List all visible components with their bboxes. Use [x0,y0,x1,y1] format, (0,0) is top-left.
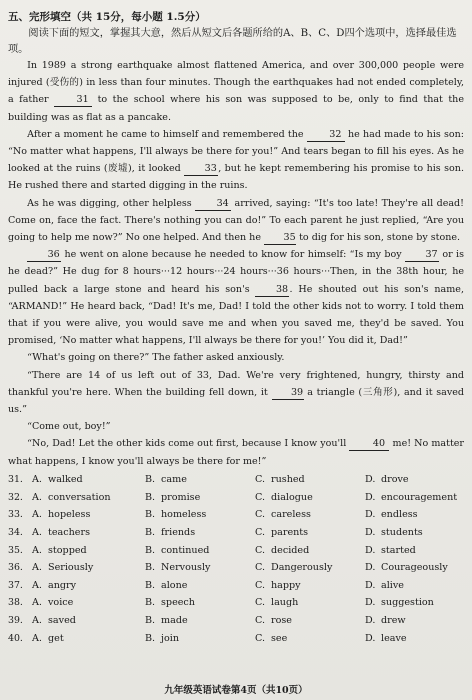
option-letter: B. [145,579,156,591]
option-text: rose [271,614,292,626]
option-letter: A. [32,509,42,521]
option-a[interactable] [32,545,145,556]
option-letter: C. [255,614,266,626]
option-letter: B. [145,632,156,644]
blank-36: 36 [27,248,61,262]
passage-text: or is he dead?” He dug for 8 hours···12 hours···24 hours···36 hours···Then, in the 38th hour, he pulled back a large stone and heard his son's [8,249,464,295]
option-text: decided [271,544,310,556]
option-d[interactable] [365,615,464,626]
option-letter: D. [365,579,376,591]
option-letter: C. [255,544,266,556]
option-text: friends [161,526,196,538]
option-b[interactable] [145,633,255,644]
answer-options [8,471,464,647]
option-text: join [161,632,179,644]
question-number: 40. [8,632,23,644]
option-letter: C. [255,509,266,521]
option-a[interactable] [32,492,145,503]
blank-32: 32 [307,128,345,142]
option-letter: A. [32,526,42,538]
option-row [8,524,464,542]
option-letter: C. [255,562,266,574]
passage-text: arrived, saying: “It's too late! They're all dead! Come on, face the fact. There's nothing you can do!” To each parent he just replied, “Are you going to help me now?” No one helped. And then he [8,197,464,244]
option-letter: D. [365,509,376,521]
option-text: careless [271,509,311,521]
passage-text: As he was digging, other helpless [27,197,192,209]
question-number: 35. [8,544,23,556]
option-b[interactable] [145,509,255,520]
option-letter: C. [255,632,266,644]
cloze-passage [8,57,464,470]
option-a[interactable] [32,615,145,626]
option-c[interactable] [255,492,365,503]
passage-paragraph-6 [8,367,464,419]
question-number: 32. [8,491,23,503]
chinese-gloss: 受伤的 [49,77,80,89]
passage-paragraph-8 [8,435,464,469]
option-letter: C. [255,491,266,503]
option-text: Dangerously [271,562,333,574]
page-footer: 九年级英语试卷第4页（共10页） [164,685,308,696]
option-text: parents [271,526,309,538]
passage-text: he had made to his son: “No matter what happens, I'll always be there for you!” And tears began to fill his eyes. As he looked at the ruins ( [8,128,464,175]
passage-text: a triangle ( [307,386,363,398]
option-letter: B. [145,509,156,521]
blank-39: 39 [272,386,304,400]
option-letter: B. [145,526,156,538]
option-letter: A. [32,544,42,556]
option-text: alive [381,579,404,591]
option-letter: A. [32,579,42,591]
chinese-gloss: 三角形 [362,386,394,398]
question-number: 34. [8,526,23,538]
option-letter: B. [145,597,156,609]
passage-text: me! No matter what happens, I know you'll always be there for me!” [8,438,464,467]
option-letter: D. [365,597,376,609]
passage-paragraph-2 [8,126,464,195]
option-text: laugh [271,597,299,609]
option-letter: D. [365,544,376,556]
passage-text: In 1989 a strong earthquake almost flattened America, and over 300,000 people were injured ( [8,60,464,89]
option-text: homeless [161,509,207,521]
option-text: stopped [48,544,87,556]
option-d[interactable] [365,492,464,503]
option-c[interactable] [255,474,365,485]
option-c[interactable] [255,615,365,626]
option-a[interactable] [32,633,145,644]
blank-37: 37 [405,248,439,262]
option-text: get [48,632,64,644]
option-letter: D. [365,562,376,574]
passage-text: he went on alone because he needed to know for himself: “Is my boy [64,249,402,261]
option-b[interactable] [145,545,255,556]
passage-paragraph-4 [8,246,464,349]
option-letter: A. [32,597,42,609]
option-c[interactable] [255,562,365,573]
option-d[interactable] [365,580,464,591]
option-row [8,559,464,577]
option-text: voice [48,597,74,609]
option-a[interactable] [32,562,145,573]
question-number: 31. [8,474,23,486]
option-letter: B. [145,491,156,503]
option-row [8,612,464,630]
option-letter: D. [365,526,376,538]
option-text: made [161,614,188,626]
option-letter: D. [365,474,376,486]
option-text: saved [48,614,76,626]
option-letter: D. [365,614,376,626]
passage-paragraph-5: “What's going on there?” The father asked anxiously. [27,352,285,364]
option-letter: A. [32,474,42,486]
blank-33: 33 [184,162,218,176]
option-text: happy [271,579,301,591]
option-letter: C. [255,474,266,486]
option-letter: D. [365,491,376,503]
option-letter: C. [255,597,266,609]
option-text: Courageously [381,562,448,574]
option-text: teachers [48,526,90,538]
option-letter: B. [145,562,156,574]
option-text: drove [381,474,409,486]
option-text: encouragement [381,491,458,503]
option-c[interactable] [255,545,365,556]
chinese-gloss: 废墟 [107,163,129,175]
option-text: suggestion [381,597,434,609]
option-text: endless [381,509,418,521]
option-row [8,629,464,647]
option-b[interactable] [145,492,255,503]
option-text: dialogue [271,491,313,503]
option-b[interactable] [145,580,255,591]
option-text: Seriously [48,562,94,574]
passage-paragraph-3 [8,195,464,247]
option-d[interactable] [365,509,464,520]
option-row [8,541,464,559]
option-text: see [271,632,288,644]
option-text: alone [161,579,188,591]
passage-text: “There are 14 of us left out of 33, Dad. We're very frightened, hungry, thirsty and thankful you're here. When the building fell down, it [8,369,464,398]
passage-text: . He shouted out his son's name, “ARMAND!” He heard back, “Dad! It's me, Dad! I told the other kids not to worry. I told them that if you were alive, you would save me and when you saved me, they'd be saved. You promised, ‘No matter what happens, I'll always be there for you!’ You did it, Dad!” [8,283,464,347]
option-c[interactable] [255,527,365,538]
option-letter: B. [145,474,156,486]
blank-35: 35 [264,231,296,245]
option-b[interactable] [145,527,255,538]
option-text: started [381,544,416,556]
option-letter: B. [145,614,156,626]
question-number: 33. [8,509,23,521]
option-letter: A. [32,562,42,574]
option-d[interactable] [365,545,464,556]
question-number: 37. [8,579,23,591]
option-c[interactable] [255,597,365,608]
option-c[interactable] [255,633,365,644]
option-b[interactable] [145,562,255,573]
option-d[interactable] [365,474,464,485]
option-text: continued [161,544,210,556]
passage-paragraph-1 [8,57,464,126]
passage-text: to the school where his son was supposed to be, only to find that the building was as flat as a pancake. [8,94,464,123]
option-letter: A. [32,614,42,626]
option-row [8,576,464,594]
option-row [8,471,464,489]
option-row [8,594,464,612]
option-text: speech [161,597,195,609]
option-row [8,506,464,524]
option-text: leave [381,632,407,644]
blank-40: 40 [349,437,389,451]
option-a[interactable] [32,580,145,591]
option-text: came [161,474,187,486]
option-b[interactable] [145,615,255,626]
option-b[interactable] [145,474,255,485]
blank-38: 38 [255,283,289,297]
passage-text: to dig for his son, stone by stone. [299,232,461,244]
option-letter: A. [32,491,42,503]
option-text: conversation [48,491,111,503]
option-letter: B. [145,544,156,556]
option-a[interactable] [32,527,145,538]
blank-34: 34 [195,197,231,211]
option-letter: C. [255,579,266,591]
question-number: 36. [8,562,23,574]
option-b[interactable] [145,597,255,608]
option-d[interactable] [365,527,464,538]
passage-text: , but he kept remembering his promise to his son. He rushed there and started digging in the ruins. [8,163,464,192]
option-d[interactable] [365,597,464,608]
section-heading: 五、完形填空（共 15分，每小题 1.5分） [8,11,206,23]
passage-text: ), and it saved us.” [8,386,464,416]
option-letter: C. [255,526,266,538]
option-letter: A. [32,632,42,644]
option-text: drew [381,614,406,626]
option-a[interactable] [32,597,145,608]
option-text: promise [161,491,201,503]
option-c[interactable] [255,580,365,591]
option-text: hopeless [48,509,91,521]
option-c[interactable] [255,509,365,520]
option-d[interactable] [365,633,464,644]
option-row [8,488,464,506]
section-instructions: 阅读下面的短文，掌握其大意，然后从短文后各题所给的A、B、C、D四个选项中，选择最佳选项。 [8,28,457,55]
option-text: angry [48,579,77,591]
option-a[interactable] [32,474,145,485]
passage-text: After a moment he came to himself and remembered the [27,128,304,140]
option-text: walked [48,474,83,486]
blank-31: 31 [54,93,92,107]
option-letter: D. [365,632,376,644]
option-a[interactable] [32,509,145,520]
question-number: 39. [8,614,23,626]
option-text: rushed [271,474,305,486]
passage-text: “No, Dad! Let the other kids come out first, because I know you'll [27,438,347,450]
passage-text: ) in less than four minutes. Though the earthquakes had not ended completely, a father [8,77,464,106]
option-d[interactable] [365,562,464,573]
option-text: Nervously [161,562,211,574]
passage-paragraph-7: “Come out, boy!” [27,421,111,433]
passage-text: ), it looked [128,163,181,175]
question-number: 38. [8,597,23,609]
option-text: students [381,526,423,538]
